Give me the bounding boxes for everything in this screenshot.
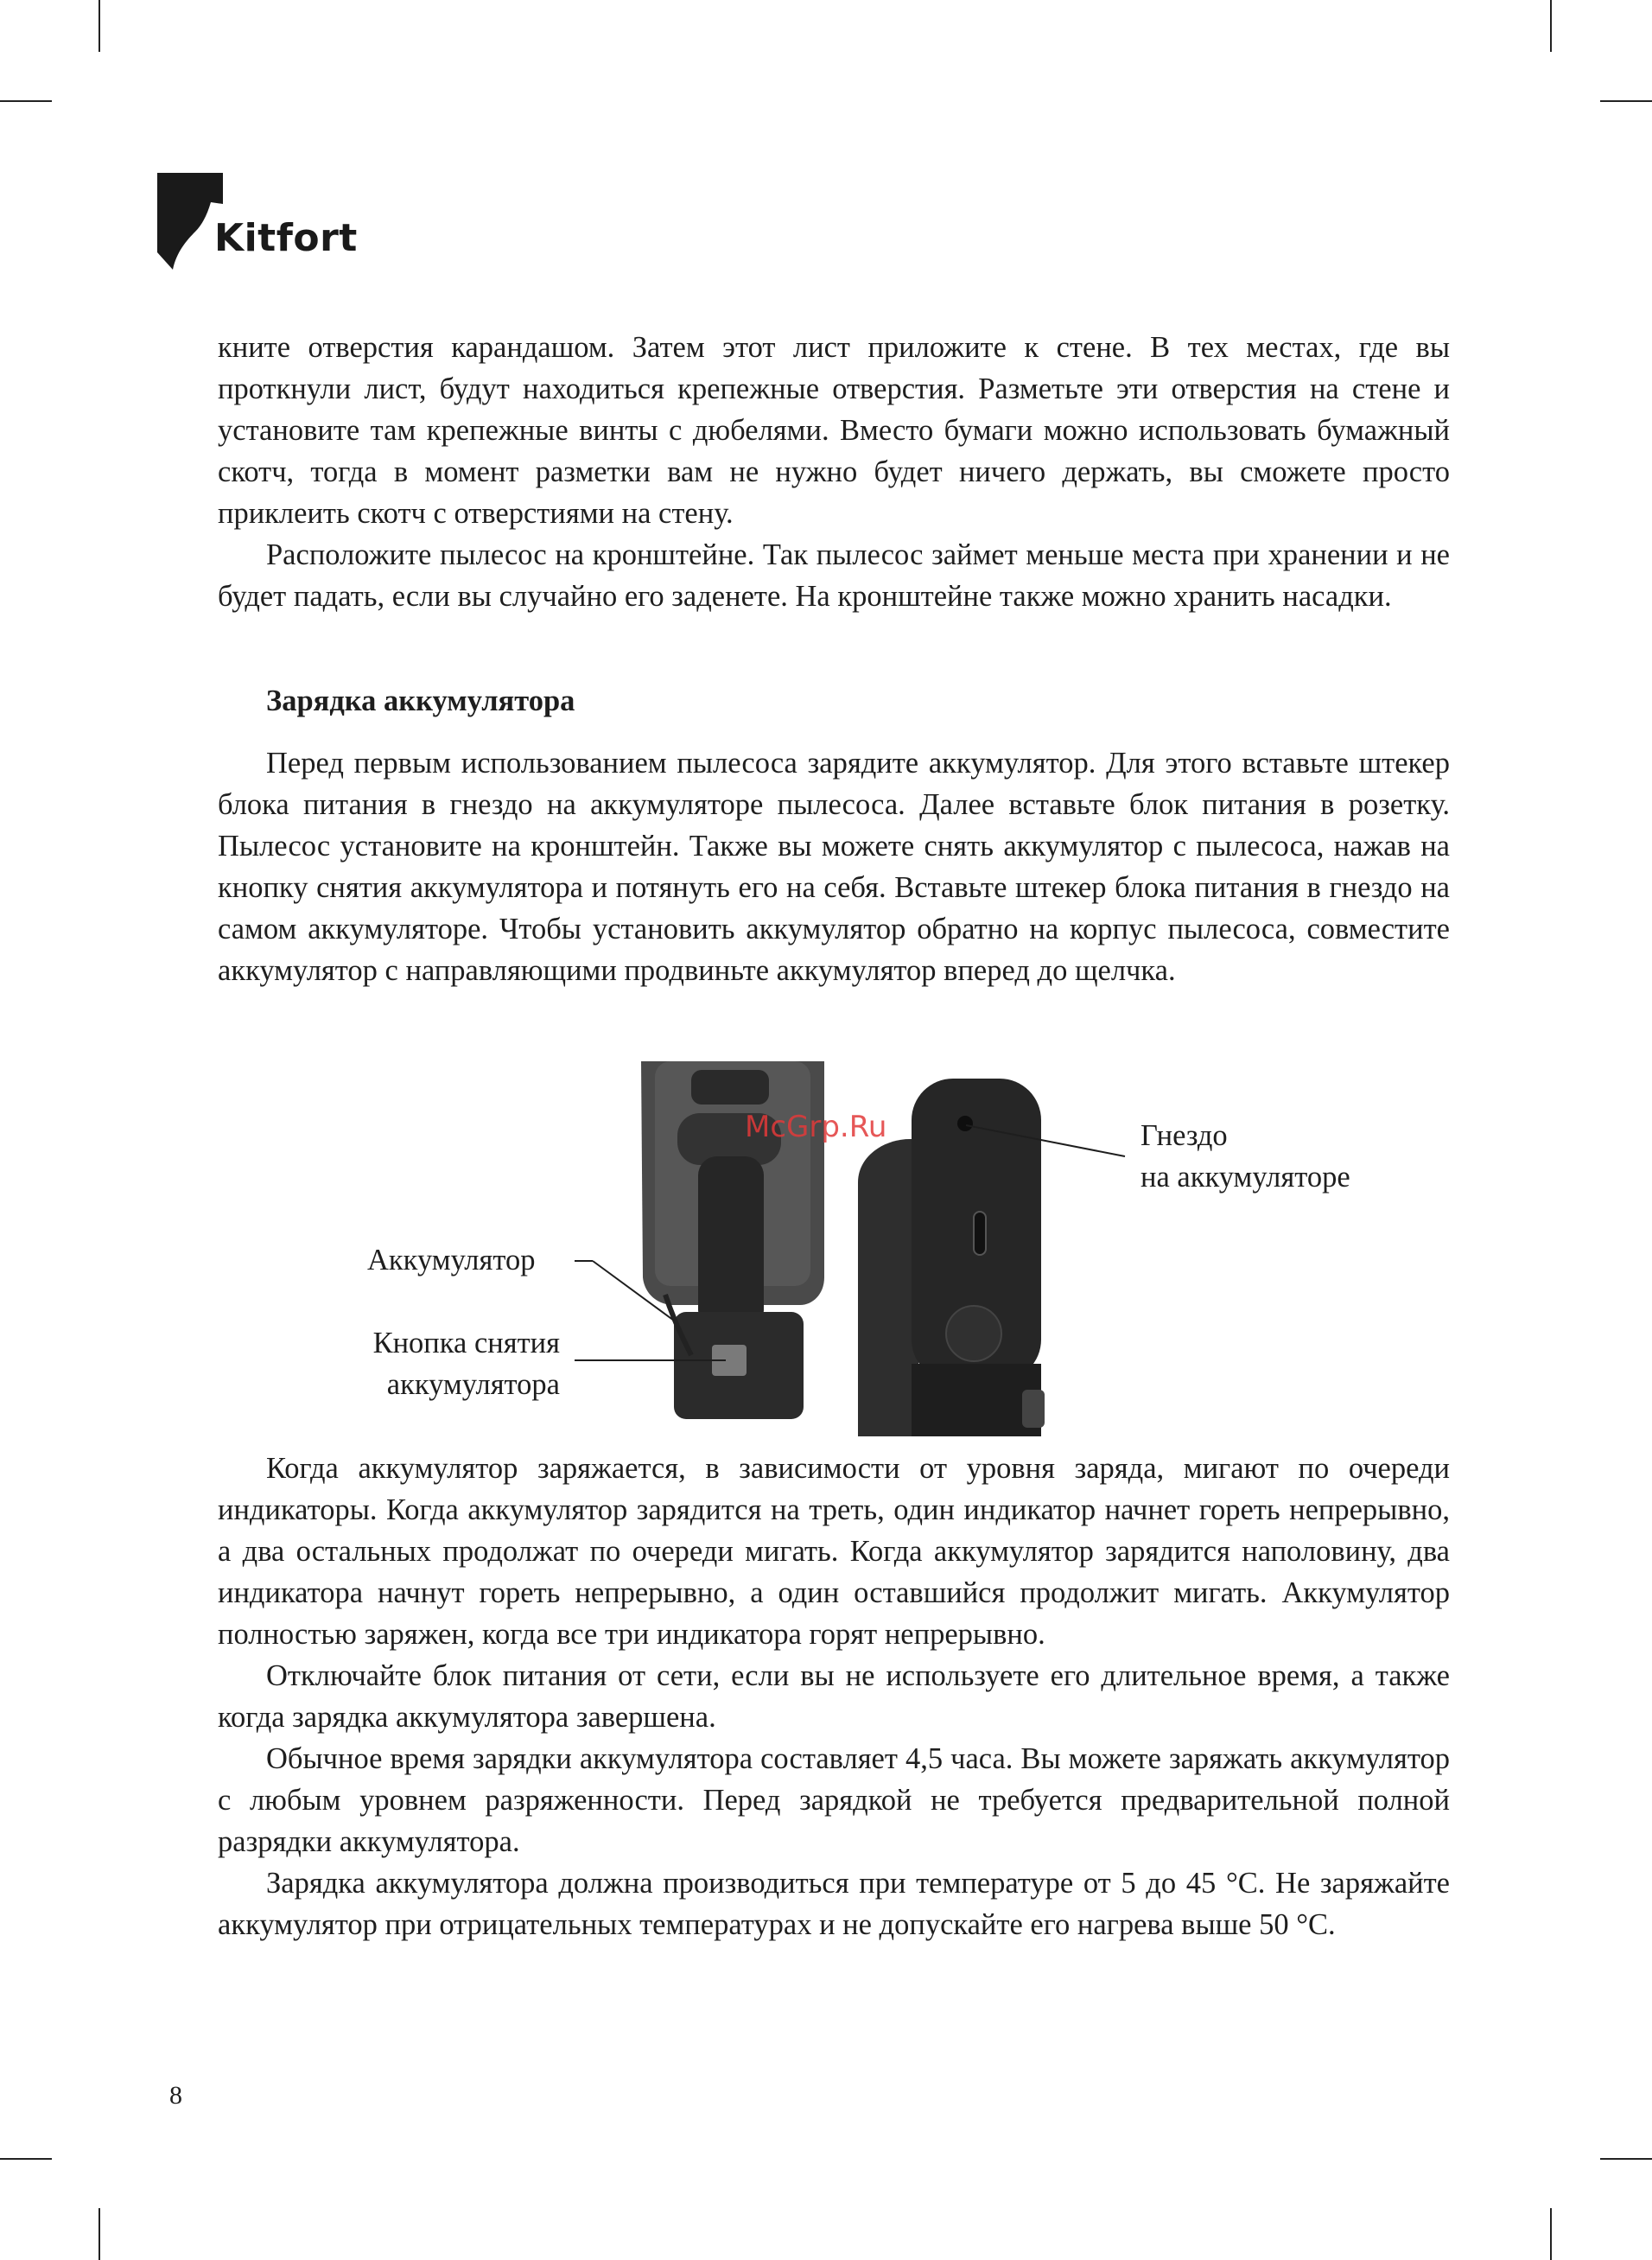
crop-mark [0, 2158, 52, 2160]
crop-mark [98, 0, 100, 52]
paragraph: Зарядка аккумулятора должна производиться при температуре от 5 до 45 °С. Не заряжайте аккумулятор при отрицательных температурах и не допускайте его нагрева выше 50 °С. [218, 1867, 1450, 1941]
crop-mark [98, 2208, 100, 2260]
paragraph: Отключайте блок питания от сети, если вы не используете его длительное время, а также когда зарядка аккумулятора завершена. [218, 1659, 1450, 1734]
label-socket [1141, 1115, 1350, 1198]
section-text [218, 742, 1450, 991]
label-battery: Аккумулятор [367, 1244, 536, 1276]
watermark: McGrp.Ru [745, 1110, 887, 1144]
paragraph: Расположите пылесос на кронштейне. Так пылесос займет меньше места при хранении и не будет падать, если вы случайно его заденете. На кронштейне также можно хранить насадки. [218, 538, 1450, 613]
page-number: 8 [169, 2081, 182, 2110]
label-line: на аккумуляторе [1141, 1161, 1350, 1194]
crop-mark [1550, 2208, 1552, 2260]
label-line: Гнездо [1141, 1119, 1228, 1152]
brand-name: Kitfort [214, 216, 358, 260]
label-line: Кнопка снятия [372, 1327, 560, 1359]
charging-text [218, 1448, 1450, 1945]
paragraph: кните отверстия карандашом. Затем этот лист приложите к стене. В тех местах, где вы проткнули лист, будут находиться крепежные отверстия. Разметьте эти отверстия на стене и установите там крепежные винты с дюбелями. Вместо бумаги можно использовать бумажный скотч, тогда в момент разметки вам не нужно будет ничего держать, вы сможете просто приклеить скотч с отверстиями на стену. [218, 331, 1450, 530]
paragraph: Обычное время зарядки аккумулятора составляет 4,5 часа. Вы можете заряжать аккумулятор с любым уровнем разряженности. Перед зарядкой не требуется предварительной полной разрядки аккумулятора. [218, 1742, 1450, 1858]
crop-mark [0, 100, 52, 102]
paragraph: Перед первым использованием пылесоса зарядите аккумулятор. Для этого вставьте штекер блока питания в гнездо на аккумуляторе пылесоса. Далее вставьте блок питания в розетку. Пылесос установите на кронштейн. Также вы можете снять аккумулятор с пылесоса, нажав на кнопку снятия аккумулятора и потянуть его на себя. Вставьте штекер блока питания в гнездо на самом аккумуляторе. Чтобы установить аккумулятор обратно на корпус пылесоса, совместите аккумулятор с направляющими продвиньте аккумулятор вперед до щелчка. [218, 747, 1450, 987]
crop-mark [1600, 100, 1652, 102]
paragraph: Когда аккумулятор заряжается, в зависимости от уровня заряда, мигают по очереди индикаторы. Когда аккумулятор зарядится на треть, один индикатор начнет гореть непрерывно, а два остальных продолжат по очереди мигать. Когда аккумулятор зарядится наполовину, два индикатора начнут гореть непрерывно, а один оставшийся продолжит мигать. Аккумулятор полностью заряжен, когда все три индикатора горят непрерывно. [218, 1452, 1450, 1651]
crop-mark [1600, 2158, 1652, 2160]
section-heading: Зарядка аккумулятора [266, 684, 575, 717]
label-release-button [344, 1322, 560, 1405]
label-line: аккумулятора [386, 1368, 560, 1401]
intro-text [218, 327, 1450, 617]
crop-mark [1550, 0, 1552, 52]
